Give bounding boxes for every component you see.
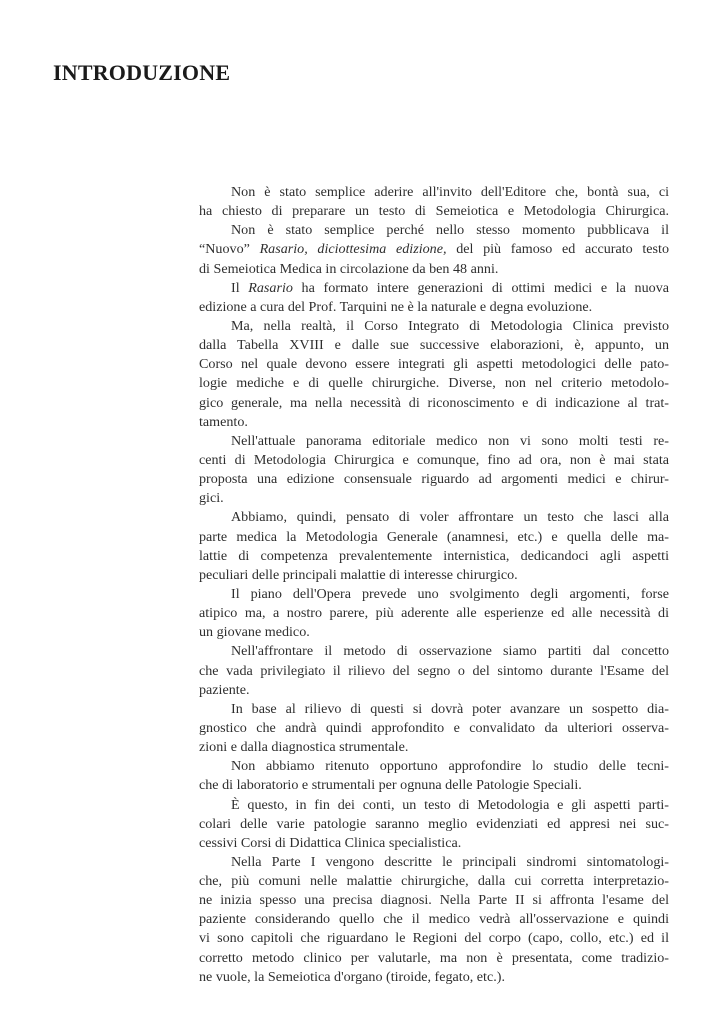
text-line: Nell'attuale panorama editoriale medico non vi sono molti testi re- <box>231 432 669 449</box>
text-run: ha formato intere generazioni di ottimi medici e la nuova <box>292 279 669 296</box>
text-line <box>199 240 669 259</box>
text-line: ne vuole, la Semeiotica d'organo (tiroide, fegato, etc.). <box>199 968 505 985</box>
text-line: Corso nel quale devono essere integrati gli aspetti metodologici delle pato- <box>199 356 669 373</box>
text-line: Non è stato semplice aderire all'invito dell'Editore che, bontà sua, ci <box>231 184 669 200</box>
text-line: proposta una edizione consensuale riguardo ad argomenti medici e chirur- <box>199 471 669 488</box>
text-run: del più famoso ed accurato testo <box>446 241 669 258</box>
text-line: Ma, nella realtà, il Corso Integrato di Metodologia Clinica previsto <box>231 317 669 334</box>
text-line: che vada privilegiato il rilievo del segno o del sintomo durante l'Esame del <box>199 662 669 679</box>
text-line: Nella Parte I vengono descritte le principali sindromi sintomatologi- <box>231 853 669 870</box>
text-line: lattie di competenza prevalentemente internistica, dedicandoci agli aspetti <box>199 547 669 564</box>
text-line: Non è stato semplice perché nello stesso momento pubblicava il <box>231 222 669 239</box>
page-title: INTRODUZIONE <box>53 60 231 85</box>
text-line: vi sono capitoli che riguardano le Regioni del corpo (capo, collo, etc.) ed il <box>199 930 669 947</box>
text-line: ha chiesto di preparare un testo di Semeiotica e Metodologia Chirurgica. <box>199 203 669 220</box>
book-title-italic: Rasario, diciottesima edizione, <box>259 241 447 258</box>
text-line: che, più comuni nelle malattie chirurgiche, dalla cui corretta interpretazio- <box>199 873 669 890</box>
text-line: logie mediche e di quelle chirurgiche. Diverse, non nel criterio metodolo- <box>199 375 669 392</box>
text-line: un giovane medico. <box>199 624 310 641</box>
text-line: gnostico che andrà quindi approfondito e convalidato da ulteriori osserva- <box>199 719 669 736</box>
introduction-body <box>199 183 669 987</box>
text-line: centi di Metodologia Chirurgica e comunque, fino ad ora, non è mai stata <box>199 451 669 468</box>
text-line: zioni e dalla diagnostica strumentale. <box>199 739 409 756</box>
text-line: Il piano dell'Opera prevede uno svolgimento degli argomenti, forse <box>231 585 669 602</box>
text-line: paziente. <box>199 681 250 698</box>
text-line: peculiari delle principali malattie di interesse chirurgico. <box>199 566 518 583</box>
text-line: corretto metodo clinico per valutarle, ma non è presentata, come tradizio- <box>199 949 669 966</box>
text-line: tamento. <box>199 413 248 430</box>
text-line: paziente considerando quello che il medico vedrà all'osservazione e quindi <box>199 911 669 928</box>
text-run: “Nuovo” <box>199 241 260 258</box>
text-line: edizione a cura del Prof. Tarquini ne è la naturale e degna evoluzione. <box>199 298 593 315</box>
text-run: Il <box>231 279 249 296</box>
text-line: colari delle varie patologie saranno meglio evidenziati ed appresi nei suc- <box>199 815 669 832</box>
text-line: che di laboratorio e strumentali per ognuna delle Patologie Speciali. <box>199 777 582 794</box>
text-line: parte medica la Metodologia Generale (anamnesi, etc.) e quella delle ma- <box>199 528 669 545</box>
text-line: ne inizia spesso una precisa diagnosi. Nella Parte II si affronta l'esame del <box>199 892 669 909</box>
text-line: Abbiamo, quindi, pensato di voler affrontare un testo che lasci alla <box>231 509 669 526</box>
text-line: gico generale, ma nella necessità di riconoscimento e di indicazione al trat- <box>199 394 669 411</box>
text-line: In base al rilievo di questi si dovrà poter avanzare un sospetto dia- <box>231 700 669 717</box>
text-line <box>199 279 669 298</box>
text-line: Nell'affrontare il metodo di osservazione siamo partiti dal concetto <box>231 643 669 660</box>
text-line: È questo, in fin dei conti, un testo di Metodologia e gli aspetti parti- <box>231 796 669 813</box>
text-line: dalla Tabella XVIII e dalle sue successive elaborazioni, è, appunto, un <box>199 337 669 354</box>
book-title-italic: Rasario <box>248 279 293 296</box>
text-line: atipico ma, a nostro parere, più aderente alle esperienze ed alle necessità di <box>199 605 669 622</box>
text-line: cessivi Corsi di Didattica Clinica specialistica. <box>199 834 462 851</box>
text-line: di Semeiotica Medica in circolazione da ben 48 anni. <box>199 260 499 277</box>
text-line: gici. <box>199 490 224 507</box>
text-line: Non abbiamo ritenuto opportuno approfondire lo studio delle tecni- <box>231 758 669 775</box>
